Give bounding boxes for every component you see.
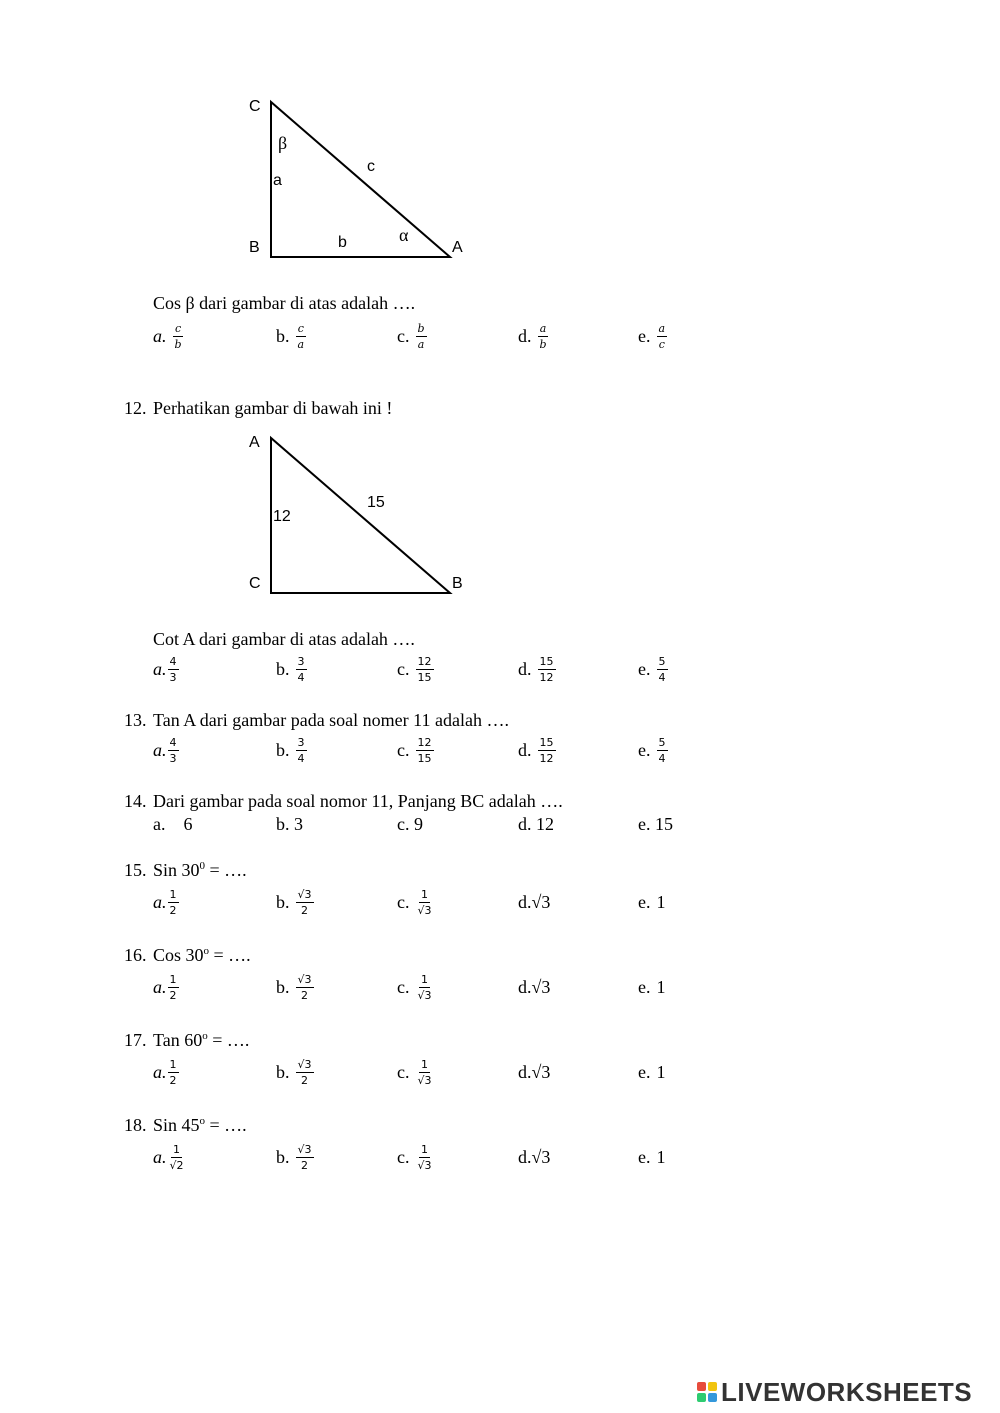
side-12-label: 12 [273,508,291,525]
fraction: $\frac{3}{4}$ [297,654,305,684]
liveworksheets-logo[interactable] [697,1375,972,1409]
q15-option-e[interactable]: e. 1 [638,891,666,912]
q17-stem: 17. Tan $60^o$ = …. [124,1030,250,1050]
fraction: $\frac{√3}{2}$ [297,1142,312,1172]
q16-option-a[interactable]: a. $\frac{1}{2}$ [153,972,177,1002]
q16-option-e[interactable]: e. 1 [638,976,666,997]
fraction: $\frac{12}{15}$ [417,654,432,684]
q12-stem: Cot A dari gambar di atas adalah …. [153,629,415,649]
triangle-diagram-1 [240,90,480,270]
fraction: $\frac{1}{√2}$ [169,1142,184,1172]
vertex-a-label: A [249,434,260,451]
fraction: $\frac{a}{b}$ [539,321,547,351]
q18-option-a[interactable]: a. $\frac{1}{√2}$ [153,1142,184,1172]
q17-option-a[interactable]: a. $\frac{1}{2}$ [153,1057,177,1087]
fraction: $\frac{1}{√3}$ [417,887,432,917]
fraction: $\frac{√3}{2}$ [297,1057,312,1087]
fraction: $\frac{15}{12}$ [539,654,554,684]
angle-alpha-label: α [399,225,409,245]
fraction: $\frac{b}{a}$ [417,321,425,351]
logo-square-red [697,1382,706,1391]
q11-option-d[interactable]: d. $\frac{a}{b}$ [518,321,547,351]
logo-square-green [697,1393,706,1402]
q12-option-d[interactable]: d. $\frac{15}{12}$ [518,654,554,684]
fraction: $\frac{√3}{2}$ [297,887,312,917]
q16-option-b[interactable]: b. $\frac{√3}{2}$ [276,972,312,1002]
triangle-2-shape [271,438,450,593]
q15-option-b[interactable]: b. $\frac{√3}{2}$ [276,887,312,917]
q11-option-c[interactable]: c. $\frac{b}{a}$ [397,321,425,351]
q14-option-b[interactable]: b. 3 [276,813,303,834]
q12-option-c[interactable]: c. $\frac{12}{15}$ [397,654,432,684]
logo-square-yellow [708,1382,717,1391]
q13-option-e[interactable]: e. $\frac{5}{4}$ [638,735,666,765]
fraction: $\frac{12}{15}$ [417,735,432,765]
q13-option-d[interactable]: d. $\frac{15}{12}$ [518,735,554,765]
side-15-label: 15 [367,494,385,511]
q13-stem: 13. Tan A dari gambar pada soal nomer 11 adalah …. [124,710,509,730]
q14-option-c[interactable]: c. 9 [397,813,423,834]
q11-option-b[interactable]: b. $\frac{c}{a}$ [276,321,305,351]
logo-square-blue [708,1393,717,1402]
fraction: $\frac{15}{12}$ [539,735,554,765]
q14-option-a[interactable]: a. 6 [153,813,193,834]
fraction: $\frac{1}{2}$ [169,972,177,1002]
vertex-c-label: C [249,575,261,592]
logo-text: LIVEWORKSHEETS [721,1376,973,1407]
side-b-label: b [338,234,347,251]
q18-option-d[interactable]: d. √3 [518,1146,551,1167]
q14-stem: 14. Dari gambar pada soal nomor 11, Panjang BC adalah …. [124,791,563,811]
q16-option-c[interactable]: c. $\frac{1}{√3}$ [397,972,432,1002]
q18-option-e[interactable]: e. 1 [638,1146,666,1167]
q16-option-d[interactable]: d. √3 [518,976,551,997]
fraction: $\frac{1}{√3}$ [417,1057,432,1087]
fraction: $\frac{c}{a}$ [297,321,305,351]
q18-stem: 18. Sin $45^o$ = …. [124,1115,247,1135]
fraction: $\frac{1}{2}$ [169,1057,177,1087]
q12-intro: 12. Perhatikan gambar di bawah ini ! [124,398,393,418]
vertex-b-label: B [249,239,260,256]
q12-option-e[interactable]: e. $\frac{5}{4}$ [638,654,666,684]
fraction: $\frac{4}{3}$ [169,735,177,765]
side-a-label: a [273,172,282,189]
q18-option-b[interactable]: b. $\frac{√3}{2}$ [276,1142,312,1172]
q18-option-c[interactable]: c. $\frac{1}{√3}$ [397,1142,432,1172]
q15-option-d[interactable]: d. √3 [518,891,551,912]
fraction: $\frac{5}{4}$ [658,654,666,684]
fraction: $\frac{c}{b}$ [174,321,182,351]
q13-option-b[interactable]: b. $\frac{3}{4}$ [276,735,305,765]
fraction: $\frac{1}{√3}$ [417,972,432,1002]
q17-option-e[interactable]: e. 1 [638,1061,666,1082]
q13-option-a[interactable]: a. $\frac{4}{3}$ [153,735,177,765]
fraction: $\frac{5}{4}$ [658,735,666,765]
q17-option-b[interactable]: b. $\frac{√3}{2}$ [276,1057,312,1087]
q17-option-c[interactable]: c. $\frac{1}{√3}$ [397,1057,432,1087]
vertex-b-label: B [452,575,463,592]
q12-option-a[interactable]: a. $\frac{4}{3}$ [153,654,177,684]
side-c-label: c [367,158,375,175]
liveworksheets-logo-icon [697,1382,717,1402]
fraction: $\frac{√3}{2}$ [297,972,312,1002]
q15-option-a[interactable]: a. $\frac{1}{2}$ [153,887,177,917]
q14-option-e[interactable]: e. 15 [638,813,673,834]
q11-option-e[interactable]: e. $\frac{a}{c}$ [638,321,666,351]
q11-option-a[interactable]: a. $\frac{c}{b}$ [153,321,182,351]
q16-stem: 16. Cos $30^o$ = …. [124,945,251,965]
fraction: $\frac{3}{4}$ [297,735,305,765]
fraction: $\frac{1}{2}$ [169,887,177,917]
triangle-diagram-2 [240,426,480,606]
fraction: $\frac{a}{c}$ [658,321,666,351]
fraction: $\frac{4}{3}$ [169,654,177,684]
q15-option-c[interactable]: c. $\frac{1}{√3}$ [397,887,432,917]
q17-option-d[interactable]: d. √3 [518,1061,551,1082]
angle-beta-label: β [278,133,288,153]
vertex-c-label: C [249,98,261,115]
q12-option-b[interactable]: b. $\frac{3}{4}$ [276,654,305,684]
triangle-1-shape [271,102,450,257]
q14-option-d[interactable]: d. 12 [518,813,554,834]
q13-option-c[interactable]: c. $\frac{12}{15}$ [397,735,432,765]
fraction: $\frac{1}{√3}$ [417,1142,432,1172]
q15-stem: 15. Sin $30^0$ = …. [124,860,247,880]
vertex-a-label: A [452,239,463,256]
q11-stem: Cos β dari gambar di atas adalah …. [153,293,416,313]
